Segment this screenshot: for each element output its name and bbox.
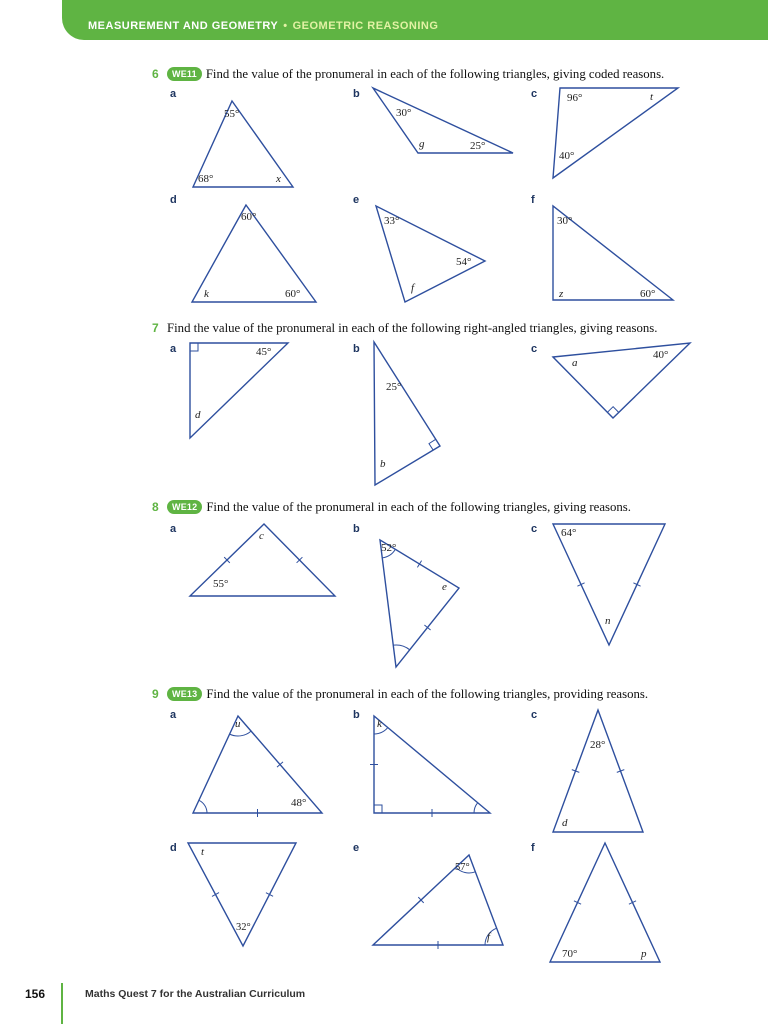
triangle-outline: [550, 843, 660, 962]
angle-label: 48°: [291, 797, 307, 809]
part-label-6b: b: [353, 88, 360, 100]
question-7-figures: [170, 342, 690, 485]
question-text: Find the value of the pronumeral in each of the following right-angled triangles, giving reasons.: [167, 321, 658, 335]
worked-example-badge[interactable]: WE12: [167, 500, 202, 514]
triangle-9a: [193, 716, 322, 817]
angle-label: 60°: [285, 288, 301, 300]
question-number: 7: [152, 321, 159, 335]
question-text: Find the value of the pronumeral in each of the following triangles, providing reasons.: [206, 687, 649, 701]
question-text: Find the value of the pronumeral in each of the following triangles, giving reasons.: [206, 500, 631, 514]
angle-label: 32°: [236, 922, 251, 933]
part-label-8c: c: [531, 523, 538, 535]
angle-label: 45°: [256, 346, 272, 358]
pronumeral-label: d: [562, 817, 568, 829]
angle-label: 70°: [562, 948, 578, 960]
worked-example-badge[interactable]: WE11: [167, 67, 202, 81]
triangle-8b: [380, 540, 459, 667]
equal-side-tick: [417, 561, 421, 568]
angle-label: 64°: [561, 527, 577, 539]
triangle-6c: [553, 88, 678, 178]
question-9-figures: [170, 709, 660, 962]
question-6-figures: [170, 88, 678, 302]
part-label-6d: d: [170, 194, 177, 206]
triangle-9f: [550, 843, 660, 962]
equal-angle-arc: [230, 731, 252, 736]
triangle-6b: [373, 88, 513, 153]
pronumeral-label: a: [572, 357, 578, 369]
angle-label: 60°: [640, 288, 656, 300]
part-label-6e: e: [353, 194, 360, 206]
part-label-6c: c: [531, 88, 538, 100]
book-title: Maths Quest 7 for the Australian Curriculum: [85, 988, 306, 1000]
question-number: 8: [152, 500, 159, 514]
triangle-6f: [553, 206, 673, 300]
triangle-9d: [188, 843, 296, 946]
angle-label: 28°: [590, 739, 606, 751]
part-label-9d: d: [170, 842, 177, 854]
triangle-7c: [553, 343, 690, 418]
pronumeral-label: t: [201, 846, 205, 858]
angle-label: 30°: [396, 107, 412, 119]
part-label-9b: b: [353, 709, 360, 721]
equal-angle-arc: [474, 803, 478, 813]
part-label-7a: a: [170, 343, 177, 355]
triangle-outline: [380, 540, 459, 667]
header-strand: MEASUREMENT AND GEOMETRY: [88, 20, 279, 32]
equal-angle-arc: [199, 800, 207, 813]
triangle-outline: [553, 343, 690, 418]
triangle-9c: [553, 710, 643, 832]
equal-angle-arc: [393, 645, 409, 650]
pronumeral-label: d: [195, 409, 201, 421]
pronumeral-label: f: [487, 931, 491, 943]
pronumeral-label: e: [442, 581, 447, 593]
triangle-outline: [374, 716, 490, 813]
pronumeral-label: t: [650, 91, 654, 103]
question-8-figures: [170, 523, 665, 667]
triangle-9e: [373, 855, 503, 949]
angle-label: 30°: [557, 215, 573, 227]
pronumeral-label: k: [377, 718, 382, 730]
angle-label: 25°: [386, 381, 402, 393]
question-number: 9: [152, 687, 159, 701]
pronumeral-label: n: [605, 615, 611, 627]
pronumeral-label: g: [419, 138, 425, 150]
part-label-7c: c: [531, 343, 538, 355]
worked-example-badge[interactable]: WE13: [167, 687, 202, 701]
pronumeral-label: f: [411, 282, 415, 294]
part-label-6a: a: [170, 88, 177, 100]
part-label-7b: b: [353, 343, 360, 355]
pronumeral-label: k: [204, 288, 209, 300]
triangle-outline: [190, 343, 288, 438]
triangle-outline: [553, 710, 643, 832]
question-text: Find the value of the pronumeral in each of the following triangles, giving coded reasons.: [205, 67, 665, 81]
right-angle-marker: [607, 407, 618, 413]
header-topic: GEOMETRIC REASONING: [292, 20, 439, 32]
part-label-8a: a: [170, 523, 177, 535]
right-angle-marker: [190, 343, 198, 351]
page-number: 156: [25, 987, 46, 1001]
part-label-9a: a: [170, 709, 177, 721]
triangle-6e: [376, 206, 485, 302]
pronumeral-label: b: [380, 458, 386, 470]
part-label-6f: f: [531, 194, 535, 206]
part-label-8b: b: [353, 523, 360, 535]
question-number: 6: [152, 67, 159, 81]
footer-divider: [61, 983, 63, 1024]
angle-label: 25°: [470, 140, 486, 152]
triangle-6a: [193, 101, 293, 187]
triangle-8c: [553, 524, 665, 645]
angle-label: 96°: [567, 92, 583, 104]
triangle-8a: [190, 524, 335, 596]
angle-label: 55°: [213, 578, 229, 590]
triangle-9b: [370, 716, 490, 817]
angle-label: 33°: [384, 215, 400, 227]
triangle-7a: [190, 343, 288, 438]
pronumeral-label: x: [276, 173, 281, 185]
part-label-9f: f: [531, 842, 535, 854]
angle-label: 57°: [455, 862, 470, 873]
angle-label: 68°: [198, 173, 214, 185]
pronumeral-label: c: [259, 530, 264, 542]
pronumeral-label: p: [641, 948, 647, 960]
pronumeral-label: z: [559, 288, 564, 300]
triangle-7b: [374, 342, 440, 485]
angle-label: 54°: [456, 256, 472, 268]
triangle-outline: [373, 88, 513, 153]
angle-label: 60°: [241, 211, 257, 223]
part-label-9c: c: [531, 709, 538, 721]
triangle-outline: [373, 855, 503, 945]
angle-label: 52°: [381, 542, 397, 554]
triangle-6d: [192, 205, 316, 302]
part-label-9e: e: [353, 842, 360, 854]
angle-label: 40°: [559, 150, 575, 162]
pronumeral-label: u: [235, 718, 241, 730]
angle-label: 40°: [653, 349, 669, 361]
right-angle-marker: [374, 805, 382, 813]
angle-label: 55°: [224, 108, 240, 120]
header-separator: •: [283, 20, 288, 32]
